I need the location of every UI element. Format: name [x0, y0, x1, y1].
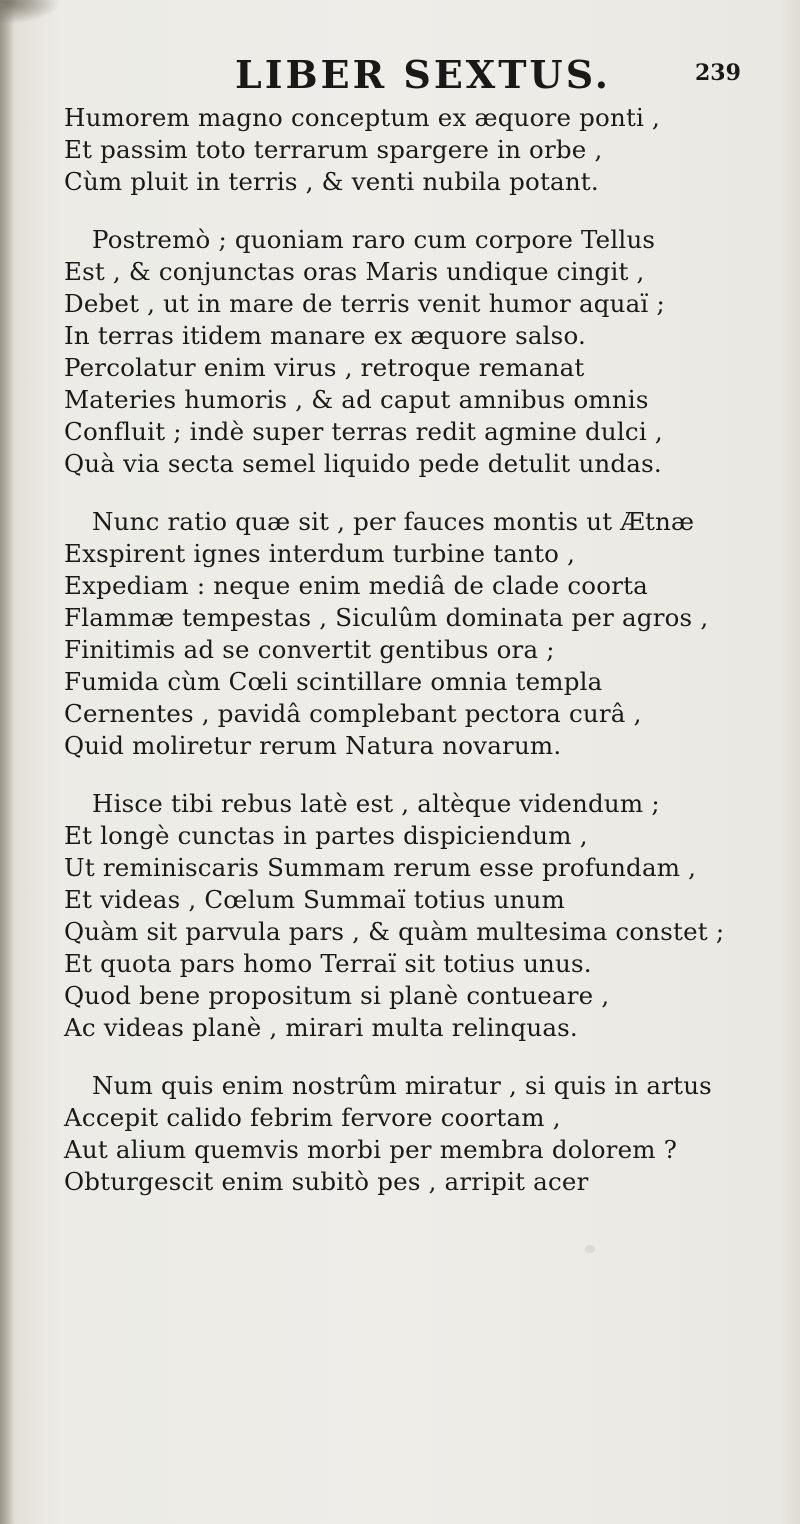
- verse-line: Et videas , Cœlum Summaï totius unum: [64, 885, 565, 914]
- verse-line: Quà via secta semel liquido pede detulit undas.: [64, 449, 662, 478]
- verse-line: Finitimis ad se convertit gentibus ora ;: [64, 635, 555, 664]
- verse-line: Ut reminiscaris Summam rerum esse profundam ,: [64, 853, 697, 882]
- verse-line: Est , & conjunctas oras Maris undique cingit ,: [64, 257, 645, 286]
- verse-line: Cùm pluit in terris , & venti nubila potant.: [64, 167, 599, 196]
- verse-line: Et quota pars homo Terraï sit totius unus.: [64, 949, 592, 978]
- verse-line: Num quis enim nostrûm miratur , si quis in artus: [92, 1071, 712, 1100]
- verse-line: Quàm sit parvula pars , & quàm multesima constet ;: [64, 917, 725, 946]
- verse-line: Percolatur enim virus , retroque remanat: [64, 353, 585, 382]
- page-header: [0, 52, 800, 102]
- verse-line: Quod bene propositum si planè contueare ,: [64, 981, 610, 1010]
- verse-line: Humorem magno conceptum ex æquore ponti ,: [64, 103, 661, 132]
- verse-line: Et passim toto terrarum spargere in orbe ,: [64, 135, 603, 164]
- verse-line: Debet , ut in mare de terris venit humor aquaï ;: [64, 289, 665, 318]
- verse-line: Ac videas planè , mirari multa relinquas.: [64, 1013, 578, 1042]
- verse-line: Exspirent ignes interdum turbine tanto ,: [64, 539, 576, 568]
- running-head: LIBER SEXTUS.: [235, 52, 612, 97]
- verse-line: Expediam : neque enim mediâ de clade coorta: [64, 571, 648, 600]
- verse-line: Postremò ; quoniam raro cum corpore Tellus: [92, 225, 656, 254]
- verse-line: Cernentes , pavidâ complebant pectora curâ ,: [64, 699, 642, 728]
- verse-line: Aut alium quemvis morbi per membra dolorem ?: [64, 1135, 678, 1164]
- ink-speck: [585, 1245, 595, 1253]
- verse-line: In terras itidem manare ex æquore salso.: [64, 321, 586, 350]
- verse-line: Fumida cùm Cœli scintillare omnia templa: [64, 667, 603, 696]
- verse-line: Confluit ; indè super terras redit agmine dulci ,: [64, 417, 663, 446]
- page-gutter-shadow: [0, 0, 14, 1524]
- verse-line: Nunc ratio quæ sit , per fauces montis ut Ætnæ: [92, 507, 695, 536]
- page-number: 239: [695, 60, 741, 86]
- verse-line: Hisce tibi rebus latè est , altèque videndum ;: [92, 789, 660, 818]
- verse-line: Obturgescit enim subitò pes , arripit acer: [64, 1167, 589, 1196]
- page-corner-stain: [0, 0, 60, 24]
- verse-line: Flammæ tempestas , Siculûm dominata per agros ,: [64, 603, 709, 632]
- verse-line: Accepit calido febrim fervore coortam ,: [64, 1103, 561, 1132]
- verse-line: Materies humoris , & ad caput amnibus omnis: [64, 385, 649, 414]
- verse-line: Quid moliretur rerum Natura novarum.: [64, 731, 562, 760]
- verse-line: Et longè cunctas in partes dispiciendum ,: [64, 821, 588, 850]
